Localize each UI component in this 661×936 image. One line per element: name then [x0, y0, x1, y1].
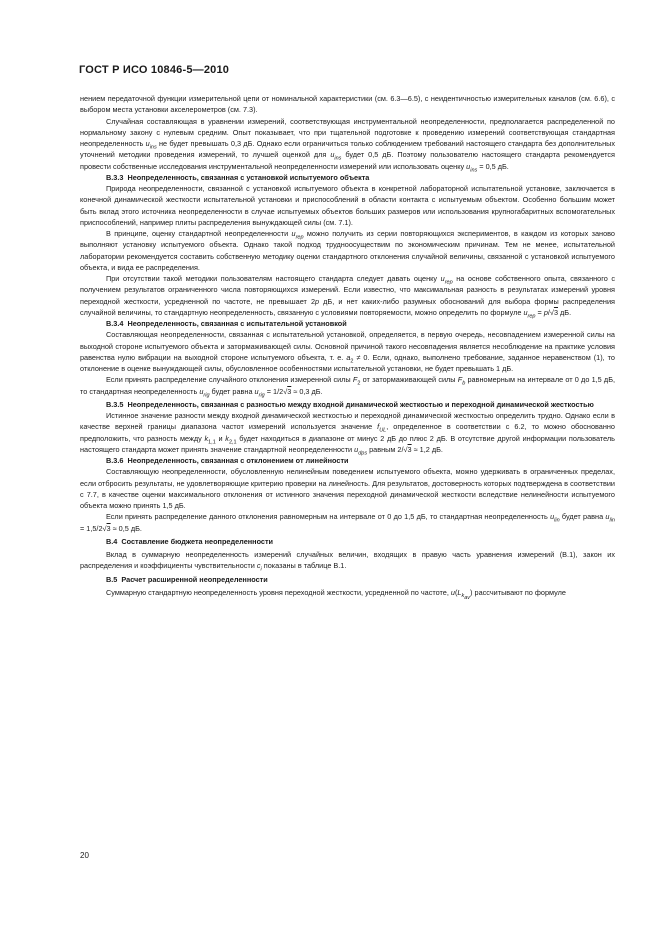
paragraph: Природа неопределенности, связанной с установкой испытуемого объекта в конкретной лабораторной испытательной установке, заключается в конечной динамической жесткости испытательной установки и приспособлений в области контакта с испытуемым объектом. Особенно большим может быть вклад этого источника неопределенности в случае испытуемых объектов больших размеров или использования крупногабаритных вспомогательных приспособлений, например плиты распределения вынуждающей силы (см. 7.1). [80, 184, 615, 227]
paragraph: Если принять распределение случайного отклонения измеренной силы $F_2$ от затормаживающей силы $F_b$ равномерным на интервале от 0 до 1,5 дБ, то стандартная неопределенность $u_{rig}$ будет равна $u_{rig} = 1/2√3 \approx 0,3$ дБ. [80, 375, 616, 398]
paragraph: Случайная составляющая в уравнении измерений, соответствующая инструментальной неопределенности, предполагается распределенной по нормальному закону с нулевым средним. Опыт показывает, что при тщательной подготовке к проведению измерений соответствующая стандартная неопределенность $u_{ins}$ не будет превышать 0,3 дБ. Однако если ограничиться только соблюдением требований настоящего стандарта без дополнительных уточнений методики проведения измерений, то лучшей оценкой для $u_{ins}$ будет 0,5 дБ. Поэтому пользователю настоящего стандарта рекомендуется провести собственные исследования инструментальной неопределенности измерений или использовать оценку $u_{ins} = 0,5$ дБ. [80, 116, 615, 173]
section-heading: В.3.3 Неопределенность, связанная с установкой испытуемого объекта [106, 172, 370, 182]
sqrt-sign: √ [403, 444, 408, 454]
page-number: 20 [80, 851, 89, 860]
paragraph: Составляющая неопределенности, связанная с испытательной установкой, определяется, в первую очередь, несовпадением измеренной силы на выходной стороне испытуемого объекта и затормаживающей силы. Основной причиной такого несовпадения является несоблюдение на практике условия равенства нулю вибрации на выходной стороне испытуемого объекта, т. е. $a_2 \ne 0$. Если, однако, выполнено требование, заданное неравенством (1), то отклонение в оценке вынуждающей силы, обусловленное особенностями испытательной установки, не будет превышать 1 дБ. [80, 330, 615, 373]
sqrt-sign: √ [102, 523, 107, 533]
paragraph: Вклад в суммарную неопределенность измерений случайных величин, входящих в правую часть уравнения измерений (В.1), закон их распределения и коэффициенты чувствительности $c_i$ показаны в таблице В.1. [80, 550, 615, 573]
paragraph: Истинное значение разности между входной динамической жесткостью и переходной динамической жесткостью определить трудно. Однако если в качестве верхней границы диапазона частот измерений используется значение $f_{UL}$, определенное в соответствии с 6.2, то можно обоснованно предположить, что разность между $k_{1,1}$ и $k_{2,1}$ будет находиться в диапазоне от минус 2 дБ до плюс 2 дБ. В отсутствие другой информации пользователь настоящего стандарта может принять значение стандартной неопределенности $u_{dps}$ равным 2/√3 ≈ 1,2 дБ. [80, 411, 615, 457]
paragraph: Суммарную стандартную неопределенность уровня переходной жесткости, усредненной по частоте, $u(L_{k_{av}})$ рассчитывают по формуле [106, 587, 566, 602]
document-body [80, 93, 616, 602]
paragraph: Если принять распределение данного отклонения равномерным на интервале от 0 до 1,5 дБ, то стандартная неопределенность $u_{lin}$ будет равна $u_{lin} = 1,5/2√3 \approx 0,5$ дБ. [80, 512, 615, 533]
sqrt-sign: √ [283, 386, 288, 396]
section-heading: В.4 Составление бюджета неопределенности [106, 536, 274, 546]
section-heading: В.5 Расчет расширенной неопределенности [106, 574, 268, 584]
paragraph: Составляющую неопределенности, обусловленную нелинейным поведением испытуемого объекта, можно удерживать в ограниченных пределах, если отбросить результаты, не удовлетворяющие критерию проверки на линейность. Для результатов, достоверность которых подтверждена в соответствии с 7.7, в качестве оценки максимального отклонения от истинного значения переходной динамической жесткости вследствие нелинейности испытуемого объекта можно принять 1,5 дБ. [80, 467, 615, 510]
section-heading: В.3.6 Неопределенность, связанная с отклонением от линейности [106, 456, 349, 465]
paragraph: В принципе, оценку стандартной неопределенности $u_{rep}$ можно получить из серии повторяющихся экспериментов, в каждом из которых заново выполняют установку испытуемого объекта. Однако такой подход трудноосуществим по экономическим причинам. Тем не менее, испытательной лаборатории рекомендуется составить собственную методику оценки стандартного отклонения случайной величины, связанной с установкой испытуемого объекта, и вида ее распределения. [80, 229, 615, 272]
section-heading: В.3.5 Неопределенность, связанная с разностью между входной динамической жесткостью и переходной динамической жесткостью [106, 399, 594, 409]
page-header: ГОСТ Р ИСО 10846-5—2010 [79, 64, 230, 76]
section-heading: В.3.4 Неопределенность, связанная с испытательной установкой [106, 319, 347, 328]
sqrt-sign: √ [549, 307, 554, 317]
paragraph: При отсутствии такой методики пользователям настоящего стандарта следует давать оценку $u_{rep}$ на основе собственного опыта, связанного с получением результатов ограниченного числа повторяющихся измерений. Если известно, что максимальная разность в результатах измерений уровня переходной жесткости, усредненной по частоте, не превышает 2p дБ, и нет каких-либо разумных обоснований для выбора формы распределения случайной величины, то стандартную неопределенность, связанную с условиями повторяемости, можно определить по формуле $u_{rep} = p/√3$ дБ. [80, 274, 616, 320]
paragraph: нением передаточной функции измерительной цепи от номинальной характеристики (см. 6.3—6.5), с неидентичностью измерительных каналов (см. 6.6), с выбором места установки акселерометров (см. 7.3). [80, 94, 615, 115]
